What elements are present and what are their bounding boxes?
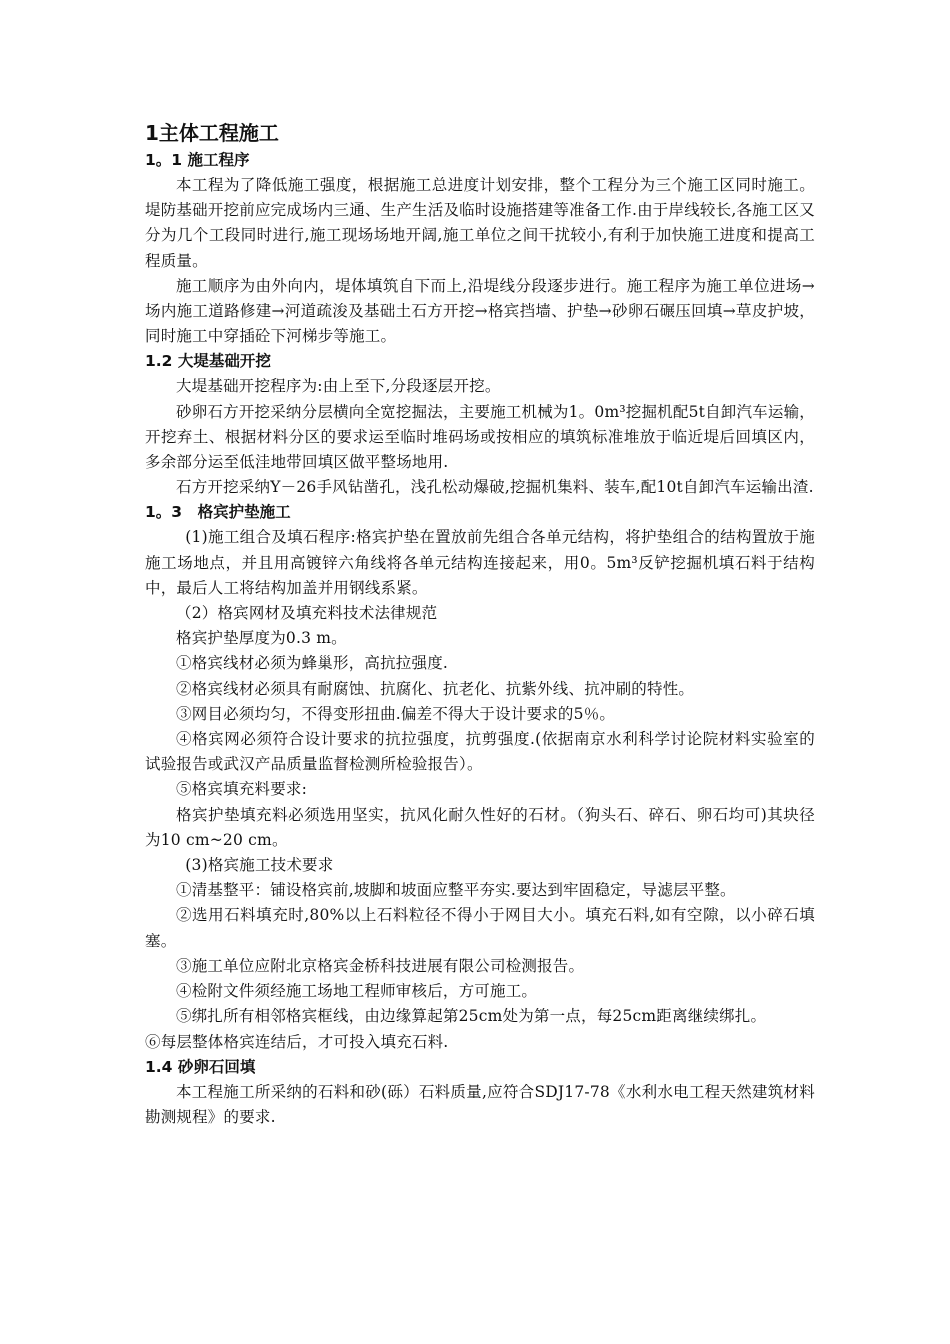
paragraph: 施工顺序为由外向内，堤体填筑自下而上,沿堤线分段逐步进行。施工程序为施工单位进场→场内施工道路修建→河道疏浚及基础土石方开挖→格宾挡墙、护垫→砂卵石碾压回填→草皮护坡，同时施工中穿插砼下河梯步等施工。 bbox=[145, 276, 815, 346]
section-heading-1-2: 1.2 大堤基础开挖 bbox=[145, 352, 271, 371]
paragraph: 大堤基础开挖程序为:由上至下,分段逐层开挖。 bbox=[176, 377, 501, 396]
paragraph: 本工程施工所采纳的石料和砂(砾）石料质量,应符合SDJ17-78《水利水电工程天然建筑材料勘测规程》的要求. bbox=[145, 1082, 815, 1126]
paragraph: 格宾护垫厚度为0.3 m。 bbox=[176, 629, 347, 648]
document-page bbox=[145, 118, 815, 1130]
paragraph: (3)格宾施工技术要求 bbox=[185, 856, 334, 875]
list-item: ①格宾线材必须为蜂巢形，高抗拉强度. bbox=[176, 654, 449, 673]
doc-title: 1主体工程施工 bbox=[145, 121, 279, 145]
paragraph: 石方开挖采纳Y－26手风钻凿孔，浅孔松动爆破,挖掘机集料、装车,配10t自卸汽车运输出渣. bbox=[176, 478, 814, 497]
list-item: ③网目必须均匀，不得变形扭曲.偏差不得大于设计要求的5％。 bbox=[176, 704, 616, 723]
list-item: ③施工单位应附北京格宾金桥科技进展有限公司检测报告。 bbox=[176, 956, 585, 975]
list-item: ⑤格宾填充料要求: bbox=[176, 780, 308, 799]
list-item: ⑤绑扎所有相邻格宾框线，由边缘算起第25cm处为第一点，每25cm距离继续绑扎。 bbox=[176, 1007, 767, 1026]
list-item: ②格宾线材必须具有耐腐蚀、抗腐化、抗老化、抗紫外线、抗冲刷的特性。 bbox=[176, 679, 695, 698]
paragraph: 砂卵石方开挖采纳分层横向全宽挖掘法，主要施工机械为1。0m³挖掘机配5t自卸汽车运输，开挖弃土、根据材料分区的要求运至临时堆码场或按相应的填筑标准堆放于临近堤后回填区内，多余部分运至低洼地带回填区做平整场地用. bbox=[145, 402, 815, 472]
list-item: ⑥每层整体格宾连结后，才可投入填充石料. bbox=[145, 1032, 449, 1051]
paragraph: (1)施工组合及填石程序:格宾护垫在置放前先组合各单元结构，将护垫组合的结构置放于施施工场地点，并且用高镀锌六角线将各单元结构连接起来，用0。5m³反铲挖掘机填石料于结构中，最后人工将结构加盖并用钢线系紧。 bbox=[145, 528, 815, 597]
paragraph: （2）格宾网材及填充料技术法律规范 bbox=[176, 604, 438, 623]
list-item: ②选用石料填充时,80%以上石料粒径不得小于网目大小。填充石料,如有空隙，以小碎石填塞。 bbox=[145, 906, 815, 950]
section-heading-1-3: 1。3 格宾护垫施工 bbox=[145, 503, 291, 522]
section-heading-1-4: 1.4 砂卵石回填 bbox=[145, 1057, 256, 1076]
section-heading-1-1: 1。1 施工程序 bbox=[145, 151, 250, 169]
list-item: ④检附文件须经施工场地工程师审核后，方可施工。 bbox=[176, 982, 538, 1001]
paragraph: 格宾护垫填充料必须选用坚实，抗风化耐久性好的石材。（狗头石、碎石、卵石均可)其块径为10 cm~20 cm。 bbox=[145, 805, 815, 849]
list-item: ④格宾网必须符合设计要求的抗拉强度，抗剪强度.(依据南京水利科学讨论院材料实验室的试验报告或武汉产品质量监督检测所检验报告）。 bbox=[145, 730, 815, 774]
list-item: ①清基整平：铺设格宾前,坡脚和坡面应整平夯实.要达到牢固稳定，导滤层平整。 bbox=[176, 881, 736, 900]
paragraph: 本工程为了降低施工强度，根据施工总进度计划安排，整个工程分为三个施工区同时施工。堤防基础开挖前应完成场内三通、生产生活及临时设施搭建等准备工作.由于岸线较长,各施工区又分为几个工段同时进行,施工现场场地开阔,施工单位之间干扰较小,有利于加快施工进度和提高工程质量。 bbox=[145, 176, 815, 270]
